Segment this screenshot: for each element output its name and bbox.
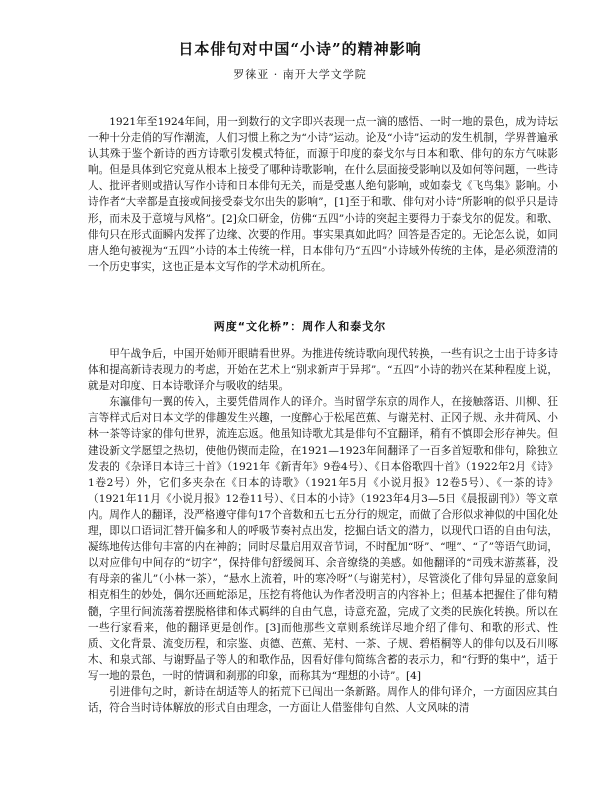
body-paragraph: 甲午战争后，中国开始师开眼睛看世界。为推进传统诗歌向现代转换，一些有识之士出于诗多诗体和提高新诗表现力的考虑，开始在艺术上“别求新声于异邦”。“五四”小诗的勃兴在某种程度上说，就是对印度、日本诗歌译介与吸收的结果。 [88,348,558,393]
section-body [88,346,558,716]
article-title: 日本俳句对中国“小诗”的精神影响 [178,40,422,58]
author-affiliation: 罗徕亚 · 南开大学文学院 [233,68,367,81]
section-heading: 两度“文化桥”：周作人和泰戈尔 [213,320,387,333]
body-paragraph: 引进俳句之时，新诗在胡适等人的拓荒下已闯出一条新路。周作人的俳句译介，一方面因应其白话，符合当时诗体解放的形式自由理念，一方面让人借鉴俳句自然、人文风味的清 [88,685,558,715]
body-paragraph: 东瀛俳句一翼的传入，主要凭借周作人的译介。当时留学东京的周作人，在接触落语、川柳、狂言等样式后对日本文学的俳趣发生兴趣，一度醉心于松尾芭蕉、与谢芜村、正冈子规、永井荷风、小林一茶等诗家的俳句世界，流连忘返。他虽知诗歌尤其是俳句不宜翻译，稍有不慎即会形存神失。但建设新文学愿望之热切，使他仍锲而走险，在1921—1923年间翻译了一百多首短歌和俳句，除独立发表的《杂译日本诗三十首》（1921年《新青年》9卷4号）、《日本俗歌四十首》（1922年2月《诗》1卷2号）外，它们多夹杂在《日本的诗歌》（1921年5月《小说月报》12卷5号）、《一茶的诗》（1921年11月《小说月报》12卷11号）、《日本的小诗》（1923年4月3—5日《晨报副刊》）等文章内。周作人的翻译，没严格遵守俳句17个音数和五七五分行的规定，而做了合形似求神似的中国化处理，即以口语词汇替开偏多和人的呼吸节奏衬点出发，挖掘白话文的潜力，以现代口语的自由句法，凝练地传达俳句丰富的内在神韵；同时尽量启用双音节词，不时配加“呀”、“哩”、“了”等语气助词，以对应俳句中间存的“切字”，保持俳句舒缓阅耳、余音缭绕的美感。如他翻译的“司残末游蒸暮，没有母亲的雀儿”（小林一茶），“悬水上流着，叶的寒冷呀”（与谢芜村），尽管淡化了俳句异显的意象间相克相生的妙处，偶尔还画蛇添足，压挖有将他认为作者没明言的内容补上；但基本把握住了俳句精髓，字里行间流荡着摆脱格律和体式羁绊的自由气息，诗意充盈，完成了文类的民族化转换。所以在一些行家看来，他的翻译更是创作。[3]而他那些文章则系统详尽地介绍了俳句、和歌的形式、性质、文化背景、流变历程，和宗鉴、贞德、芭蕉、芜村、一茶、子规、碧梧桐等人的俳句以及石川啄木、和泉式部、与谢野晶子等人的和歌作品，因看好俳句简练含蓄的表示力，和“行野的集中”，适于写一地的景色，一时的情调和刹那的印象，而称其为“理想的小诗”。[4] [88,396,558,682]
intro-paragraph: 1921年至1924年间，用一到数行的文字即兴表现一点一滴的感悟、一时一地的景色，成为诗坛一种十分走俏的写作潮流，人们习惯上称之为“小诗”运动。论及“小诗”运动的发生机制，学界普遍承认其殊于鉴个新诗的西方诗歌引发模式特征，而源于印度的泰戈尔与日本和歌、俳句的东方气味影响。但是具体到它究竟从根本上接受了哪种诗歌影响，在什么层面接受影响以及如何等问题，一些诗人、批评者则或措认写作小诗和日本俳句无关，而是受惠人绝句影响，或如泰戈《飞鸟集》影响。小诗作者“大幸都是直接或间接受泰戈尔出失的影响”，[1]至于和歌、俳句对小诗“所影响的似乎只是诗形，而未及于意境与风格”。[2]众口研金，仿佛“五四”小诗的突起主要得力于泰戈尔的促发。和歌、俳句只在形式面瞬内发挥了边缘、次要的作用。事实果真如此吗？回答是否定的。无论怎么说，如同唐人绝句被视为“五四”小诗的本土传统一样，日本俳句乃“五四”小诗域外传统的主体，是必须澄清的一个历史事实，这也正是本文写作的学术动机所在。 [88,116,558,273]
intro-section [88,114,558,275]
